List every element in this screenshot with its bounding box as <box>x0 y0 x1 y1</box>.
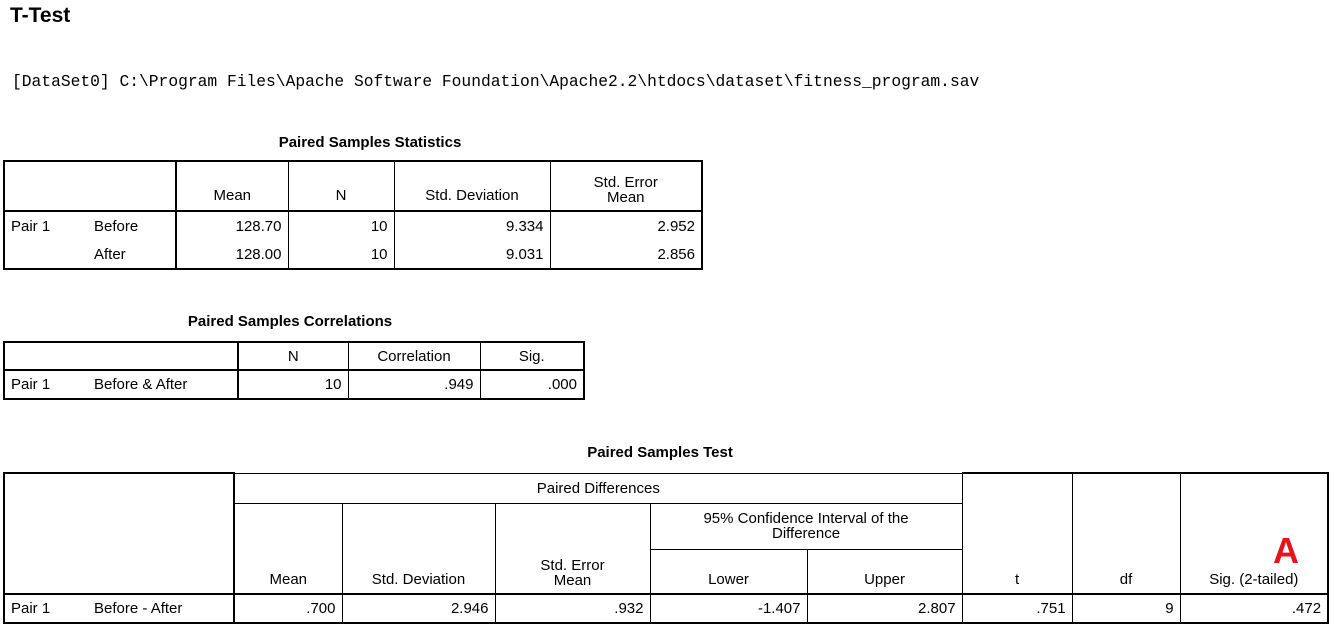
stats-header-mean: Mean <box>176 161 288 211</box>
row-label: Before <box>94 217 139 235</box>
test-header-df: df <box>1072 549 1180 594</box>
annotation-letter: A <box>1273 530 1299 571</box>
stats-header-sd: Std. Deviation <box>394 161 550 211</box>
test-header-lower: Lower <box>650 549 807 594</box>
paired-test-table <box>3 472 1329 624</box>
test-header-se: Std. Error Mean <box>495 549 650 594</box>
table-row: After 128.00 10 9.031 2.856 <box>4 240 702 269</box>
table-row: Pair 1 Before - After .700 2.946 .932 -1.407 2.807 .751 9 .472 <box>4 594 1328 623</box>
test-header-sd: Std. Deviation <box>342 549 495 594</box>
test-header-sig: Sig. (2-tailed) <box>1180 549 1328 594</box>
page-title: T-Test <box>10 4 71 27</box>
paired-stats-table <box>3 160 703 270</box>
stats-header-blank <box>4 161 88 211</box>
pair-label: Pair 1 <box>4 594 88 623</box>
row-label: Before & After <box>88 370 238 399</box>
test-header-ci: 95% Confidence Interval of the Difference <box>650 503 962 549</box>
row-label: Before - After <box>88 594 234 623</box>
row-label: After <box>88 240 176 269</box>
paired-corr-table <box>3 341 585 400</box>
dataset-path: [DataSet0] C:\Program Files\Apache Software Foundation\Apache2.2\htdocs\dataset\fitness_program.sav <box>12 72 980 91</box>
stats-header-se: Std. Error Mean <box>550 161 702 211</box>
pair-label: Pair 1 <box>4 370 88 399</box>
corr-header-correlation: Correlation <box>348 342 480 370</box>
corr-header-n: N <box>238 342 348 370</box>
corr-header-sig: Sig. <box>480 342 584 370</box>
stats-header-n: N <box>288 161 394 211</box>
test-header-upper: Upper <box>807 549 962 594</box>
test-header-t: t <box>962 549 1072 594</box>
stats-table-title: Paired Samples Statistics <box>278 134 462 151</box>
table-row: Pair 1 Before & After 10 .949 .000 <box>4 370 584 399</box>
test-header-paired-differences: Paired Differences <box>234 473 962 503</box>
pair-label: Pair 1 <box>4 211 88 240</box>
test-header-mean: Mean <box>234 549 342 594</box>
table-row: Pair 1 Before 128.70 10 9.334 2.952 <box>4 211 702 240</box>
test-table-title: Paired Samples Test <box>587 444 733 461</box>
corr-table-title: Paired Samples Correlations <box>187 313 393 330</box>
